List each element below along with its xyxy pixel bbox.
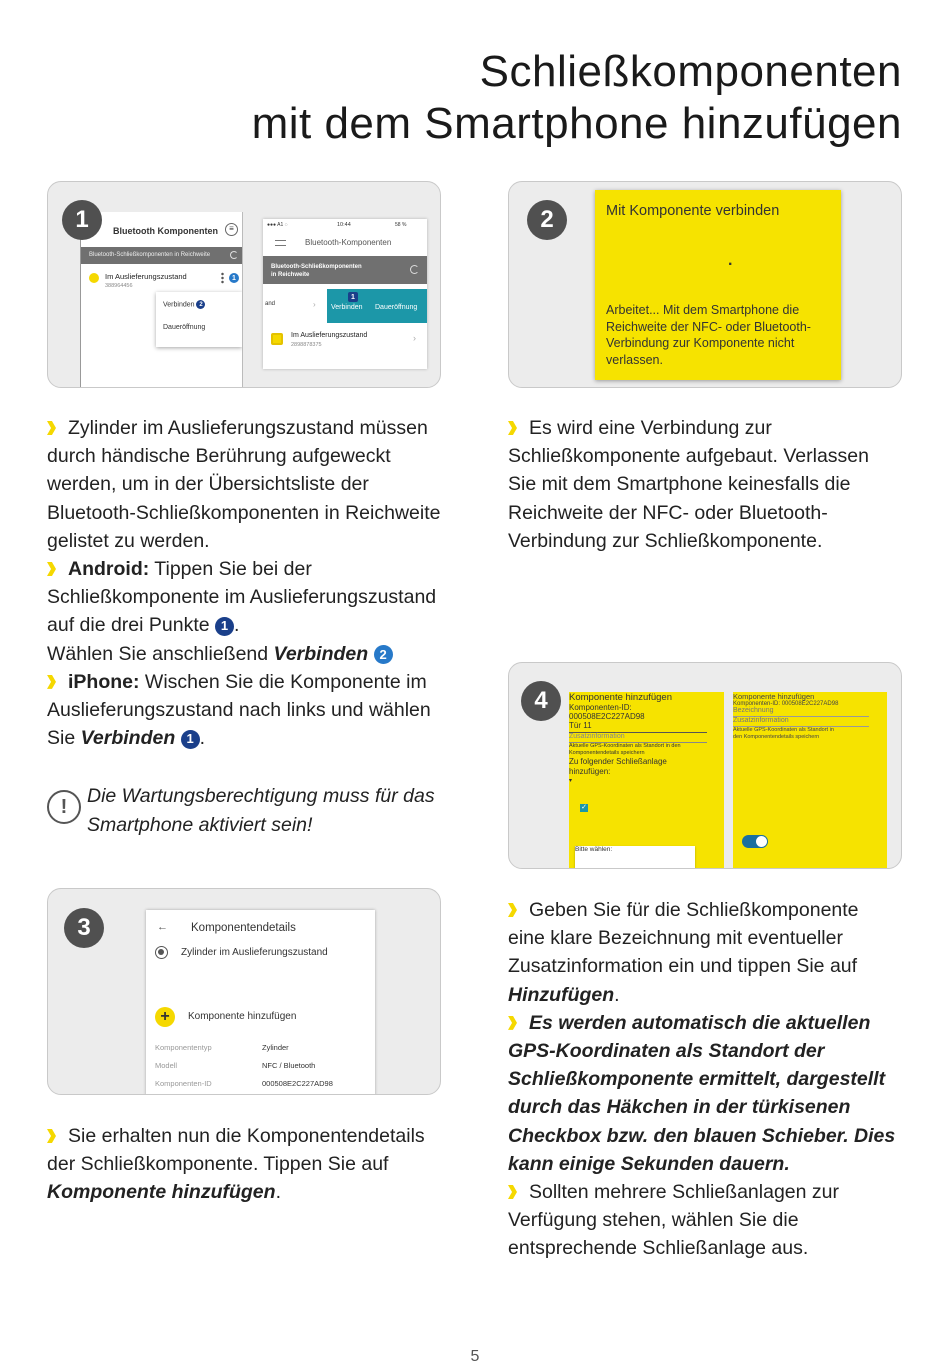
bullet-chevron-icon xyxy=(508,1016,517,1030)
menu-connect-label: Verbinden xyxy=(163,301,195,309)
android-item-id: 388964456 xyxy=(105,283,133,289)
add-component-action[interactable]: Komponente hinzufügen xyxy=(188,1011,297,1022)
add-form-id-value: 000508E2C227AD98 xyxy=(569,712,645,721)
detail-value-type: Zylinder xyxy=(262,1043,289,1052)
three-dots-icon[interactable] xyxy=(221,272,224,284)
iphone-bar-line1: Bluetooth-Schließkomponenten xyxy=(271,264,362,270)
android-item-dot xyxy=(89,273,99,283)
bullet-chevron-icon xyxy=(47,1129,56,1143)
refresh-icon xyxy=(230,251,238,259)
detail-value-model: NFC / Bluetooth xyxy=(262,1061,316,1070)
swipe-badge1: 1 xyxy=(348,292,358,302)
iphone-header: Bluetooth-Komponenten xyxy=(305,238,392,247)
back-arrow-icon[interactable]: ← xyxy=(157,921,168,933)
android-label: Android: xyxy=(68,558,150,581)
status-radio-icon xyxy=(155,946,168,959)
step1-panel xyxy=(47,181,441,388)
text-step2-body: Es wird eine Verbindung zur Schließkomponente aufgebaut. Verlassen Sie mit dem Smartphone keinesfalls die Reichweite der NFC- oder Bluetooth-Verbindung zur Schließkomponente. xyxy=(508,417,869,552)
gps-toggle[interactable] xyxy=(742,835,768,848)
ref-number-1-icon: 1 xyxy=(215,617,234,636)
bullet-chevron-icon xyxy=(508,421,517,435)
android-badge1-icon: 1 xyxy=(229,273,239,283)
system-select-value: Bitte wählen: xyxy=(575,846,613,853)
add-form-ios-title: Komponente hinzufügen xyxy=(733,692,815,701)
bullet-chevron-icon xyxy=(47,675,56,689)
android-context-menu xyxy=(156,292,242,347)
step2-panel xyxy=(508,181,902,388)
page-title xyxy=(252,46,902,150)
add-form-ios-id: Komponenten-ID: 000508E2C227AD98 xyxy=(733,701,839,707)
step4-panel xyxy=(508,662,902,869)
menu-connect-badge: 2 xyxy=(196,300,205,309)
text-step4-emph: Hinzufügen xyxy=(508,983,615,1006)
add-form-ios-name-input[interactable]: Bezeichnung xyxy=(733,707,869,717)
android-bar-label: Bluetooth-Schließkomponenten in Reichweite xyxy=(89,252,211,258)
iphone-bar-line2: in Reichweite xyxy=(271,272,310,278)
swipe-left-text: and xyxy=(265,301,276,307)
detail-value-id: 000508E2C227AD98 xyxy=(262,1079,333,1088)
add-plus-icon[interactable]: + xyxy=(155,1007,175,1027)
text-step2 xyxy=(508,414,888,555)
warning-text xyxy=(87,782,435,839)
warning-line2: Smartphone aktiviert sein! xyxy=(87,813,313,836)
iphone-status-time: 10:44 xyxy=(337,222,351,228)
android-instruction-2: Wählen Sie anschließend xyxy=(47,642,274,665)
page-number: 5 xyxy=(470,1348,480,1365)
text-step1-intro: Zylinder im Auslieferungszustand müssen durch händische Berührung aufgeweckt werden, um in der Übersichtsliste der Bluetooth-Schließkomponenten in Reichweite gelistet zu werden. xyxy=(47,417,441,552)
page-title-line2: mit dem Smartphone hinzufügen xyxy=(251,99,902,148)
gps-checkbox[interactable]: ✓ xyxy=(581,804,587,811)
details-screen xyxy=(146,910,375,1095)
gps-toggle-label: Aktuelle GPS-Koordinaten als Standort in den Komponentendetails speichern xyxy=(733,727,834,740)
iphone-label: iPhone: xyxy=(68,670,140,693)
android-instruction: Tippen Sie bei der Schließkomponente im Auslieferungszustand auf die drei Punkte xyxy=(47,558,437,637)
ref-number-2-icon: 2 xyxy=(374,645,393,664)
detail-label-type: Komponententyp xyxy=(155,1043,212,1052)
gps-toggle-knob xyxy=(756,836,767,847)
iphone-status-left: ●●● A1 ◌ xyxy=(267,222,288,228)
android-screen xyxy=(80,212,243,388)
connect-dialog xyxy=(595,190,841,380)
iphone-item-id: 2898878375 xyxy=(291,342,322,348)
iphone-refresh-icon xyxy=(410,265,419,274)
details-header: Komponentendetails xyxy=(191,922,296,934)
bullet-chevron-icon xyxy=(47,562,56,576)
detail-label-model: Modell xyxy=(155,1061,178,1070)
warning-icon: ! xyxy=(47,790,81,824)
step2-badge: 2 xyxy=(527,200,567,240)
page-title-line1: Schließkomponenten xyxy=(479,47,902,96)
text-step4-systems: Sollten mehrere Schließanlagen zur Verfügung stehen, wählen Sie die entsprechende Schließanlage aus. xyxy=(508,1181,840,1260)
android-menu-icon[interactable]: ≡ xyxy=(225,223,238,236)
connect-dialog-title: Mit Komponente verbinden xyxy=(606,203,780,219)
menu-open[interactable]: Daueröffnung xyxy=(163,324,206,331)
iphone-menu-icon[interactable] xyxy=(275,240,286,246)
add-form-id-label: Komponenten-ID: xyxy=(569,703,632,712)
iphone-item-chevron-icon: › xyxy=(413,333,416,343)
bullet-chevron-icon xyxy=(47,421,56,435)
connect-dialog-text: Arbeitet... Mit dem Smartphone die Reichweite der NFC- oder Bluetooth-Verbindung zur Komponente nicht verlassen. xyxy=(606,303,811,367)
gps-checkbox-label: Aktuelle GPS-Koordinaten als Standort in den Komponentendetails speichern xyxy=(569,743,681,756)
step3-badge: 3 xyxy=(64,908,104,948)
select-chevron-icon: ▾ xyxy=(569,778,573,784)
text-step3: Sie erhalten nun die Komponentendetails der Schließkomponente. Tippen Sie auf Komponente hinzufügen. xyxy=(47,1125,425,1204)
iphone-connect-emph: Verbinden xyxy=(80,727,176,750)
iphone-instruction: Wischen Sie die Komponente im Auslieferungszustand nach links und wählen Sie xyxy=(47,670,431,750)
swipe-open[interactable]: Daueröffnung xyxy=(375,304,418,311)
step4-badge: 4 xyxy=(521,681,561,721)
add-form-name-input[interactable]: Tür 11 xyxy=(569,721,707,733)
swipe-connect[interactable]: Verbinden xyxy=(331,304,363,311)
step1-badge: 1 xyxy=(62,200,102,240)
iphone-item-label: Im Auslieferungszustand xyxy=(291,332,368,339)
add-form-android xyxy=(569,692,724,869)
android-item-label: Im Auslieferungszustand xyxy=(105,272,187,281)
ref-number-1b-icon: 1 xyxy=(181,730,200,749)
warning-line1: Die Wartungsberechtigung muss für das xyxy=(87,785,435,807)
text-step3-body: Sie erhalten nun die Komponentendetails der Schließkomponente. Tippen Sie auf xyxy=(47,1125,425,1176)
android-header: Bluetooth Komponenten xyxy=(113,226,218,236)
text-step3-emph: Komponente hinzufügen xyxy=(47,1181,276,1204)
add-form-ios-extra-input[interactable]: Zusatzinformation xyxy=(733,717,869,727)
add-form-iphone xyxy=(733,692,887,869)
swipe-actions xyxy=(327,289,427,323)
swipe-chevron-icon: › xyxy=(313,300,316,309)
assign-label: Zu folgender Schließanlage hinzufügen: xyxy=(569,757,667,776)
android-bar xyxy=(81,247,243,264)
system-select[interactable] xyxy=(575,846,695,868)
text-step4-gps: Es werden automatisch die aktuellen GPS-Koordinaten als Standort der Schließkomponente ermittelt, dargestellt durch das Häkchen in der türkisenen Checkbox bzw. den blauen Schieber. Dies kann einige Sekunden dauern. xyxy=(508,1011,896,1175)
connect-dialog-spinner: . xyxy=(728,252,733,269)
bullet-chevron-icon xyxy=(508,903,517,917)
add-form-extra-input[interactable]: Zusatzinformation xyxy=(569,733,707,743)
bullet-chevron-icon xyxy=(508,1185,517,1199)
details-status: Zylinder im Auslieferungszustand xyxy=(181,947,328,958)
add-form-title: Komponente hinzufügen xyxy=(569,692,672,703)
iphone-status-right: 58 % xyxy=(395,222,407,228)
iphone-bar xyxy=(263,256,427,284)
detail-label-id: Komponenten-ID xyxy=(155,1079,212,1088)
step3-panel xyxy=(47,888,441,1095)
menu-connect[interactable] xyxy=(163,300,205,309)
text-step1: Zylinder im Auslieferungszustand müssen durch händische Berührung aufgeweckt werden, um in der Übersichtsliste der Bluetooth-Schließkomponenten in Reichweite gelistet zu werden. Android: Tippen Sie bei der Schließkomponente im Auslieferungszustand auf die drei Punkte 1 . Wählen Sie anschließend Verbinden 2 iPhone: Wischen Sie die Komponente im Auslieferungszustand nach links und wählen Sie Verbinden 1 . xyxy=(47,417,441,750)
text-step4-body: Geben Sie für die Schließkomponente eine klare Bezeichnung mit eventueller Zusatzinformation ein und tippen Sie auf xyxy=(508,899,859,978)
iphone-screen xyxy=(263,219,427,369)
iphone-item-dot xyxy=(271,333,283,345)
text-step4: Geben Sie für die Schließkomponente eine klare Bezeichnung mit eventueller Zusatzinformation ein und tippen Sie auf Hinzufügen. Es werden automatisch die aktuellen GPS-Koordinaten als Standort der Schließkomponente ermittelt, dargestellt durch das Häkchen in der türkisenen Checkbox bzw. den blauen Schieber. Dies kann einige Sekunden dauern. Sollten mehrere Schließanlagen zur Verfügung stehen, wählen Sie die entsprechende Schließanlage aus. xyxy=(508,899,896,1260)
android-connect-emph: Verbinden xyxy=(273,642,369,665)
